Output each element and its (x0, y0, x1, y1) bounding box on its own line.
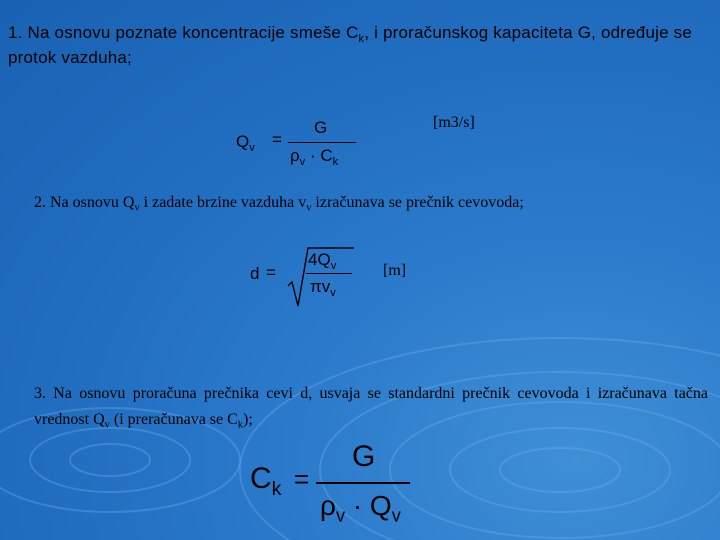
step-3-text: 3. Na osnovu proračuna prečnika cevi d, usvaja se standardni prečnik cevovoda i izračunava tačna vrednost $Q_v$ (i preračunava se $C_k$); (34, 385, 708, 431)
fraction-bar (306, 273, 352, 274)
formula-airflow-equals: = (272, 130, 282, 149)
formula-concentration-numerator: G (352, 440, 376, 473)
step-2-text: 2. Na osnovu $Q_v$ i zadate brzine vazduha $v_v$ izračunava se prečnik cevovoda; (34, 194, 524, 214)
formula-diameter-equals: = (266, 263, 276, 282)
unit-airflow: [m3/s] (433, 114, 475, 131)
formula-diameter-denominator: $\pi v_v$ (310, 277, 336, 299)
formula-airflow-denominator: $\rho_v \cdot C_k$ (290, 146, 339, 168)
step-1-text: 1. Na osnovu poznate koncentracije smeše $C_k$, i proračunskog kapaciteta G, određuje se protok vazduha; (8, 23, 693, 67)
formula-concentration-denominator: $\rho_v \cdot Q_v$ (320, 490, 401, 526)
formula-airflow (236, 118, 366, 174)
fraction-bar (316, 482, 410, 484)
formula-airflow-lhs: $Q_v$ (236, 132, 255, 154)
formula-diameter (250, 244, 360, 310)
formula-airflow-numerator: G (314, 118, 328, 137)
formula-diameter-lhs: d (250, 264, 260, 283)
formula-diameter-numerator: $4Q_v$ (308, 250, 337, 272)
unit-diameter: [m] (383, 262, 407, 279)
formula-concentration (250, 440, 420, 530)
formula-concentration-lhs: $C_k$ (250, 462, 282, 500)
fraction-bar (288, 142, 356, 143)
formula-concentration-equals: = (294, 464, 310, 494)
